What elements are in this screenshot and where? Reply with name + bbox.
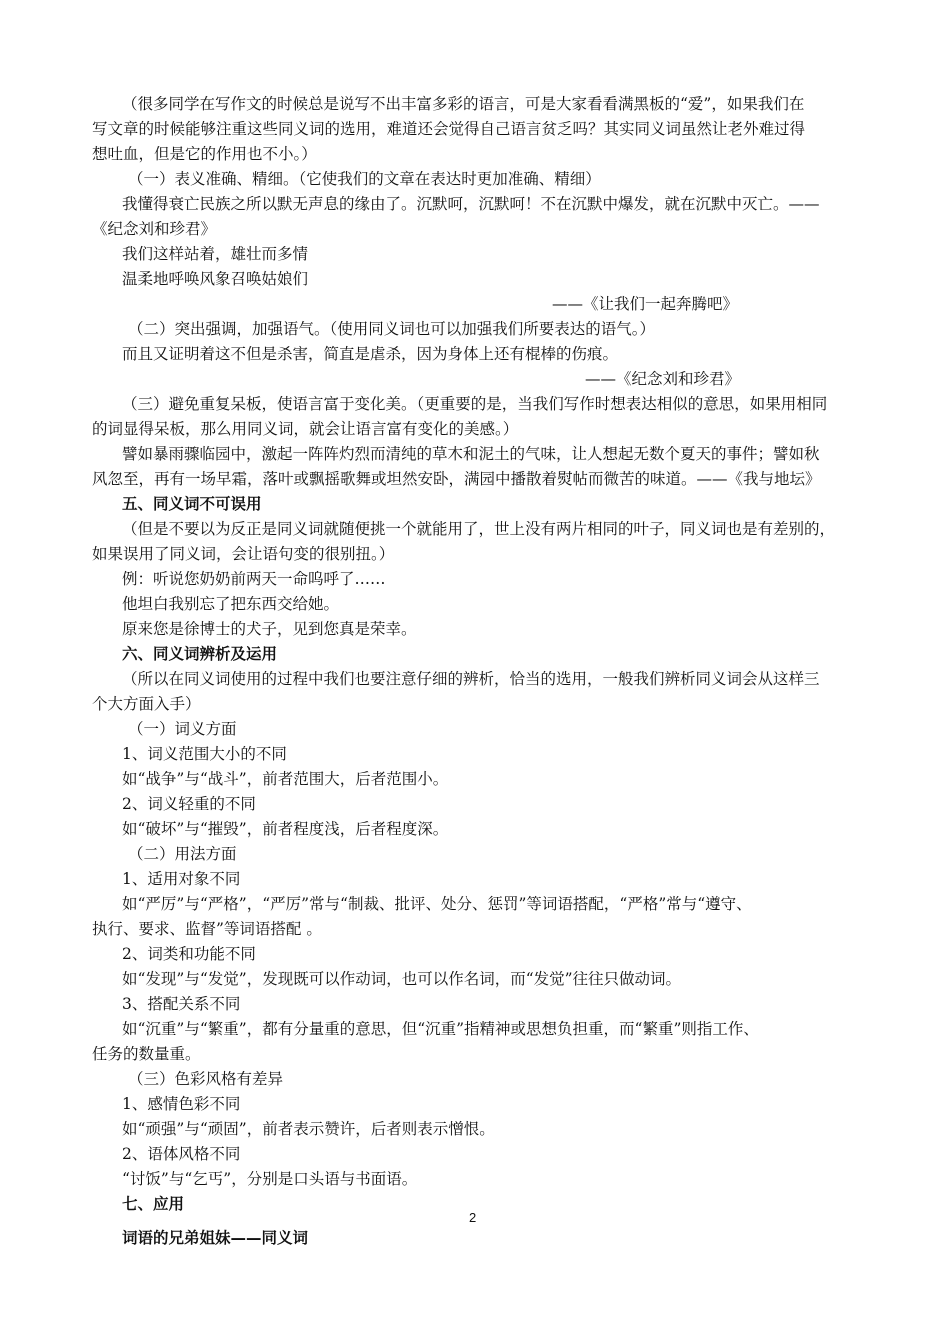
quote-source: ——《让我们一起奔腾吧》	[552, 295, 739, 313]
quote-line: 风忽至，再有一场早霜，落叶或飘摇歌舞或坦然安卧，满园中播散着熨帖而微苦的味道。——《我与地坛》	[92, 470, 821, 488]
list-item: 2、词类和功能不同	[122, 945, 256, 963]
section-heading: 六、同义词辨析及运用	[122, 645, 278, 663]
example-line: 如“破坏”与“摧毁”，前者程度浅，后者程度深。	[122, 820, 449, 838]
subheading: （一）表义准确、精细。（它使我们的文章在表达时更加准确、精细）	[128, 170, 601, 188]
quote-line: 而且又证明着这不但是杀害，简直是虐杀，因为身体上还有棍棒的伤痕。	[122, 345, 619, 363]
paragraph-line: 写文章的时候能够注重这些同义词的选用，难道还会觉得自己语言贫乏吗？其实同义词虽然让老外难过得	[92, 120, 806, 138]
example-line: 如“战争”与“战斗”，前者范围大，后者范围小。	[122, 770, 449, 788]
paragraph-line: （所以在同义词使用的过程中我们也要注意仔细的辨析，恰当的选用，一般我们辨析同义词会从这样三	[122, 670, 820, 688]
poem-line: 温柔地呼唤风象召唤姑娘们	[122, 270, 309, 288]
subheading: （三）色彩风格有差异	[128, 1070, 284, 1088]
quote-source: ——《纪念刘和珍君》	[585, 370, 741, 388]
example-line: 如“发现”与“发觉”，发现既可以作动词，也可以作名词，而“发觉”往往只做动词。	[122, 970, 682, 988]
example-line: 原来您是徐博士的犬子，见到您真是荣幸。	[122, 620, 417, 638]
list-item: 2、词义轻重的不同	[122, 795, 256, 813]
poem-line: 我们这样站着，雄壮而多情	[122, 245, 309, 263]
paragraph-line: 的词显得呆板，那么用同义词，就会让语言富有变化的美感。）	[92, 420, 519, 438]
subheading: （二）突出强调，加强语气。（使用同义词也可以加强我们所要表达的语气。）	[128, 320, 656, 338]
subheading: （二）用法方面	[128, 845, 237, 863]
example-line: 任务的数量重。	[92, 1045, 201, 1063]
page-number: 2	[469, 1210, 477, 1225]
paragraph-line: 如果误用了同义词，会让语句变的很别扭。）	[92, 545, 395, 563]
quote-line: 我懂得衰亡民族之所以默无声息的缘由了。沉默呵，沉默呵！不在沉默中爆发，就在沉默中灭亡。——	[122, 195, 820, 213]
paragraph-line: 想吐血，但是它的作用也不小。）	[92, 145, 317, 163]
paragraph-line: 个大方面入手）	[92, 695, 201, 713]
quote-line: 譬如暴雨骤临园中，激起一阵阵灼烈而清纯的草木和泥土的气味，让人想起无数个夏天的事件；譬如秋	[122, 445, 820, 463]
example-line: 如“顽强”与“顽固”，前者表示赞许，后者则表示憎恨。	[122, 1120, 495, 1138]
example-line: “讨饭”与“乞丐”，分别是口头语与书面语。	[122, 1170, 418, 1188]
paragraph-line: （但是不要以为反正是同义词就随便挑一个就能用了，世上没有两片相同的叶子，同义词也是有差别的，	[122, 520, 836, 538]
quote-source: 《纪念刘和珍君》	[92, 220, 217, 238]
example-line: 如“沉重”与“繁重”，都有分量重的意思，但“沉重”指精神或思想负担重，而“繁重”则指工作、	[122, 1020, 759, 1038]
list-item: 3、搭配关系不同	[122, 995, 241, 1013]
list-item: 1、感情色彩不同	[122, 1095, 241, 1113]
running-title: 词语的兄弟姐妹——同义词	[122, 1229, 309, 1247]
paragraph-line: （很多同学在写作文的时候总是说写不出丰富多彩的语言，可是大家看看满黑板的“爱”，如果我们在	[122, 95, 805, 113]
list-item: 1、适用对象不同	[122, 870, 241, 888]
example-line: 如“严厉”与“严格”，“严厉”常与“制裁、批评、处分、惩罚”等词语搭配，“严格”常与“遵守、	[122, 895, 752, 913]
list-item: 1、词义范围大小的不同	[122, 745, 287, 763]
example-line: 他坦白我别忘了把东西交给她。	[122, 595, 340, 613]
section-heading: 五、同义词不可误用	[122, 495, 262, 513]
list-item: 2、语体风格不同	[122, 1145, 241, 1163]
section-heading: 七、应用	[122, 1195, 185, 1213]
subheading: （三）避免重复呆板，使语言富于变化美。（更重要的是，当我们写作时想表达相似的意思，如果用相同	[122, 395, 828, 413]
example-line: 执行、要求、监督”等词语搭配 。	[92, 920, 322, 938]
example-line: 例：听说您奶奶前两天一命呜呼了……	[122, 570, 386, 588]
subheading: （一）词义方面	[128, 720, 237, 738]
